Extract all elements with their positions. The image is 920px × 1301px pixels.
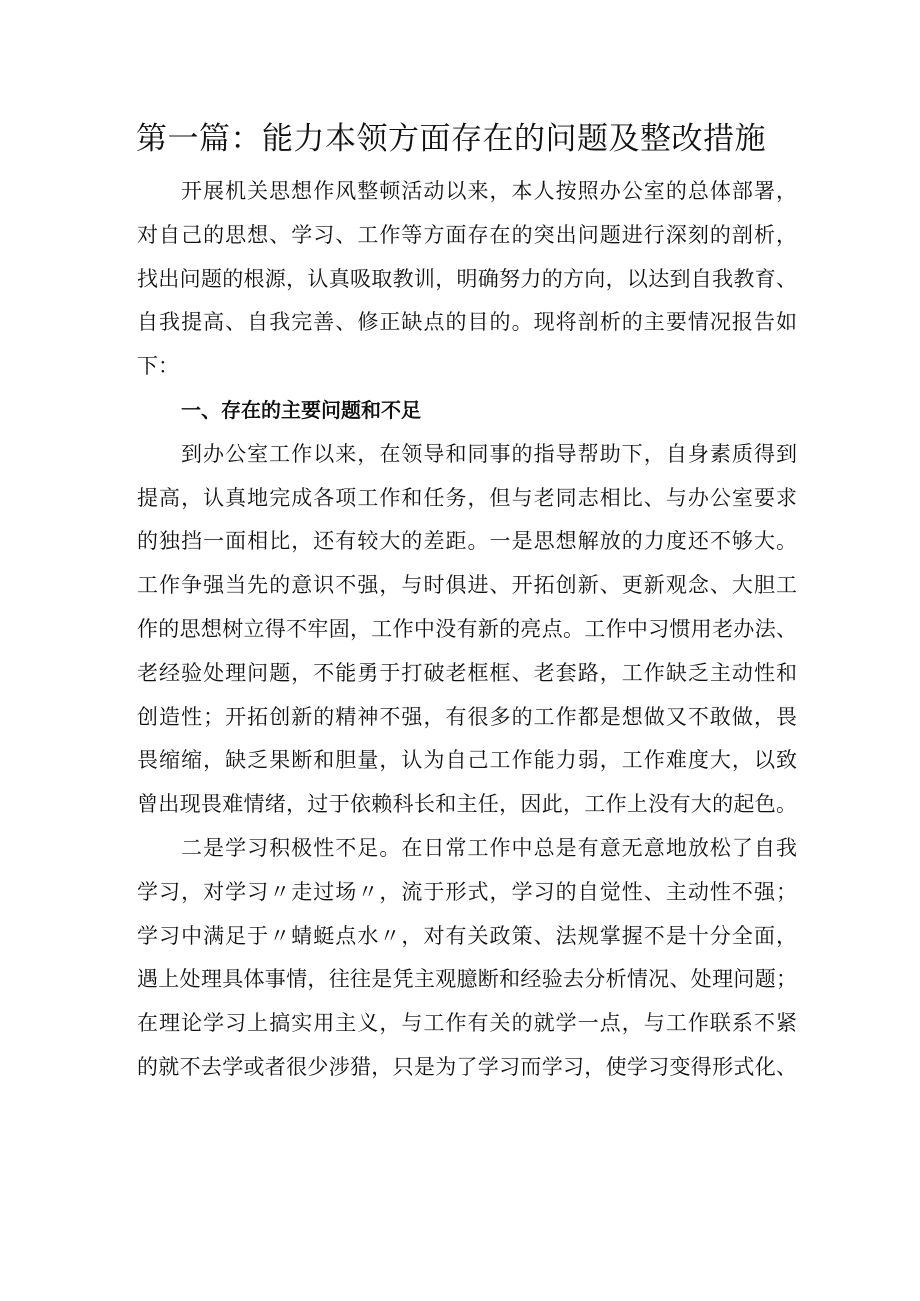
section-heading: 一、存在的主要问题和不足 <box>181 397 421 422</box>
paragraph-line: 二是学习积极性不足。在日常工作中总是有意无意地放松了自我 <box>181 835 797 860</box>
paragraph-line: 学习，对学习〃走过场〃，流于形式，学习的自觉性、主动性不强； <box>137 879 797 904</box>
document-body <box>137 170 797 1090</box>
paragraph-line: 创造性；开拓创新的精神不强，有很多的工作都是想做又不敢做，畏 <box>137 704 797 729</box>
paragraph-line: 对自己的思想、学习、工作等方面存在的突出问题进行深刻的剖析， <box>137 222 797 247</box>
paragraph-line: 的独挡一面相比，还有较大的差距。一是思想解放的力度还不够大。 <box>137 529 797 554</box>
paragraph-line: 畏缩缩，缺乏果断和胆量，认为自己工作能力弱，工作难度大，以致 <box>137 748 797 773</box>
paragraph-line: 找出问题的根源，认真吸取教训，明确努力的方向，以达到自我教育、 <box>137 266 797 291</box>
paragraph-line: 作的思想树立得不牢固，工作中没有新的亮点。工作中习惯用老办法、 <box>137 616 797 641</box>
document-title: 第一篇：能力本领方面存在的问题及整改措施 <box>136 121 766 157</box>
paragraph-line: 遇上处理具体事情，往往是凭主观臆断和经验去分析情况、处理问题； <box>137 967 797 992</box>
paragraph-line: 到办公室工作以来，在领导和同事的指导帮助下，自身素质得到 <box>181 441 797 466</box>
paragraph-line: 提高，认真地完成各项工作和任务，但与老同志相比、与办公室要求 <box>137 485 797 510</box>
paragraph-line: 老经验处理问题，不能勇于打破老框框、老套路，工作缺乏主动性和 <box>137 660 797 685</box>
paragraph-line: 开展机关思想作风整顿活动以来，本人按照办公室的总体部署， <box>181 179 797 203</box>
paragraph-line: 自我提高、自我完善、修正缺点的目的。现将剖析的主要情况报告如 <box>137 310 797 335</box>
paragraph-line: 曾出现畏难情绪，过于依赖科长和主任，因此，工作上没有大的起色。 <box>137 792 797 817</box>
paragraph-line: 下： <box>137 354 179 379</box>
paragraph-line: 在理论学习上搞实用主义，与工作有关的就学一点，与工作联系不紧 <box>137 1011 797 1036</box>
paragraph-line: 工作争强当先的意识不强，与时俱进、开拓创新、更新观念、大胆工 <box>137 573 797 598</box>
paragraph-line: 的就不去学或者很少涉猎，只是为了学习而学习，使学习变得形式化、 <box>137 1054 797 1079</box>
paragraph-line: 学习中满足于〃蜻蜓点水〃，对有关政策、法规掌握不是十分全面， <box>137 923 797 948</box>
